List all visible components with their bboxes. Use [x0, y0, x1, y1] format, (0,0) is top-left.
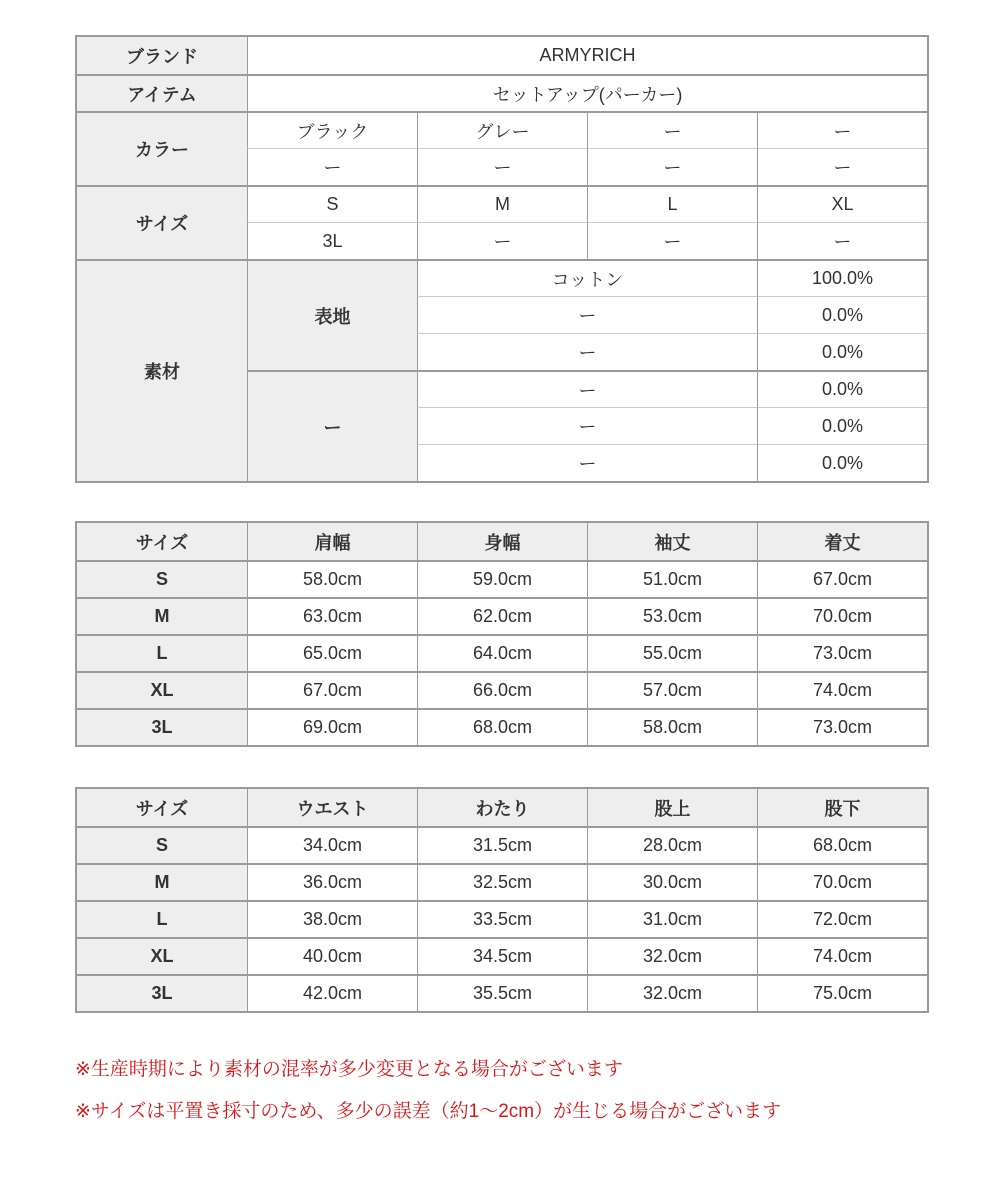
row-size-cell: 3L [77, 974, 247, 1011]
measurement-cell: 63.0cm [247, 597, 417, 634]
measurement-cell: 73.0cm [757, 708, 927, 745]
material-percent-cell: 0.0% [757, 333, 927, 370]
bottoms-size-table [75, 787, 929, 1013]
material-variation-note: ※生産時期により素材の混率が多少変更となる場合がございます [75, 1059, 623, 1080]
material-percent-cell: 0.0% [757, 407, 927, 444]
measurement-cell: 32.5cm [417, 863, 587, 900]
size-value-cell: L [587, 185, 757, 222]
header-row [77, 789, 927, 826]
measurement-cell: 42.0cm [247, 974, 417, 1011]
size-label-cell: サイズ [77, 185, 247, 259]
column-header-cell: 肩幅 [247, 523, 417, 560]
row-size-cell: XL [77, 937, 247, 974]
measurement-cell: 59.0cm [417, 560, 587, 597]
material-group-label-cell: 表地 [247, 259, 417, 370]
measurement-cell: 75.0cm [757, 974, 927, 1011]
size-value-cell: ー [587, 222, 757, 259]
color-label-cell: カラー [77, 111, 247, 185]
tops-size-table [75, 521, 929, 747]
measurement-row [77, 671, 927, 708]
item-row [77, 74, 927, 111]
material-group-label-cell: ー [247, 370, 417, 481]
measurement-cell: 69.0cm [247, 708, 417, 745]
measurement-cell: 32.0cm [587, 974, 757, 1011]
material-name-cell: ー [417, 333, 757, 370]
brand-value-cell: ARMYRICH [247, 37, 927, 74]
material-name-cell: コットン [417, 259, 757, 296]
row-size-cell: L [77, 634, 247, 671]
brand-row [77, 37, 927, 74]
measurement-cell: 70.0cm [757, 597, 927, 634]
measurement-cell: 62.0cm [417, 597, 587, 634]
measurement-row [77, 900, 927, 937]
header-row [77, 523, 927, 560]
measurement-cell: 55.0cm [587, 634, 757, 671]
measurement-row [77, 708, 927, 745]
measurement-cell: 58.0cm [247, 560, 417, 597]
measurement-cell: 58.0cm [587, 708, 757, 745]
row-size-cell: 3L [77, 708, 247, 745]
measurement-cell: 28.0cm [587, 826, 757, 863]
measurement-row [77, 634, 927, 671]
measurement-cell: 31.0cm [587, 900, 757, 937]
row-size-cell: XL [77, 671, 247, 708]
measurement-cell: 38.0cm [247, 900, 417, 937]
measurement-cell: 67.0cm [757, 560, 927, 597]
measurement-cell: 74.0cm [757, 937, 927, 974]
color-value-cell: ブラック [247, 111, 417, 148]
color-row [77, 111, 927, 148]
measurement-row [77, 974, 927, 1011]
item-label-cell: アイテム [77, 74, 247, 111]
size-value-cell: ー [757, 222, 927, 259]
measurement-cell: 32.0cm [587, 937, 757, 974]
material-label-cell: 素材 [77, 259, 247, 481]
column-header-cell: わたり [417, 789, 587, 826]
measurement-cell: 34.5cm [417, 937, 587, 974]
column-header-cell: 股上 [587, 789, 757, 826]
measurement-cell: 40.0cm [247, 937, 417, 974]
measurement-row [77, 826, 927, 863]
measurement-cell: 68.0cm [417, 708, 587, 745]
column-header-cell: 袖丈 [587, 523, 757, 560]
measurement-cell: 67.0cm [247, 671, 417, 708]
measurement-cell: 36.0cm [247, 863, 417, 900]
column-header-cell: ウエスト [247, 789, 417, 826]
measurement-cell: 73.0cm [757, 634, 927, 671]
size-value-cell: 3L [247, 222, 417, 259]
measurement-tolerance-note: ※サイズは平置き採寸のため、多少の誤差（約1〜2cm）が生じる場合がございます [75, 1101, 782, 1122]
color-value-cell: ー [587, 111, 757, 148]
column-header-cell: 着丈 [757, 523, 927, 560]
column-header-cell: サイズ [77, 523, 247, 560]
measurement-cell: 33.5cm [417, 900, 587, 937]
disclaimer-notes [75, 1057, 925, 1125]
measurement-cell: 74.0cm [757, 671, 927, 708]
row-size-cell: M [77, 863, 247, 900]
size-row [77, 185, 927, 222]
material-percent-cell: 0.0% [757, 370, 927, 407]
measurement-cell: 57.0cm [587, 671, 757, 708]
measurement-row [77, 863, 927, 900]
material-name-cell: ー [417, 296, 757, 333]
measurement-cell: 64.0cm [417, 634, 587, 671]
measurement-cell: 35.5cm [417, 974, 587, 1011]
material-name-cell: ー [417, 444, 757, 481]
row-size-cell: S [77, 826, 247, 863]
row-size-cell: L [77, 900, 247, 937]
measurement-cell: 53.0cm [587, 597, 757, 634]
column-header-cell: 身幅 [417, 523, 587, 560]
measurement-cell: 31.5cm [417, 826, 587, 863]
color-value-cell: ー [757, 148, 927, 185]
color-value-cell: ー [247, 148, 417, 185]
color-value-cell: ー [587, 148, 757, 185]
measurement-cell: 66.0cm [417, 671, 587, 708]
material-name-cell: ー [417, 407, 757, 444]
size-value-cell: ー [417, 222, 587, 259]
color-value-cell: ー [417, 148, 587, 185]
column-header-cell: サイズ [77, 789, 247, 826]
color-value-cell: グレー [417, 111, 587, 148]
measurement-row [77, 597, 927, 634]
measurement-row [77, 560, 927, 597]
color-value-cell: ー [757, 111, 927, 148]
row-size-cell: S [77, 560, 247, 597]
material-percent-cell: 100.0% [757, 259, 927, 296]
brand-label-cell: ブランド [77, 37, 247, 74]
measurement-cell: 68.0cm [757, 826, 927, 863]
item-value-cell: セットアップ(パーカー) [247, 74, 927, 111]
measurement-cell: 72.0cm [757, 900, 927, 937]
size-value-cell: S [247, 185, 417, 222]
measurement-cell: 65.0cm [247, 634, 417, 671]
product-spec-table [75, 35, 929, 483]
size-value-cell: M [417, 185, 587, 222]
row-size-cell: M [77, 597, 247, 634]
material-percent-cell: 0.0% [757, 444, 927, 481]
measurement-cell: 34.0cm [247, 826, 417, 863]
measurement-cell: 30.0cm [587, 863, 757, 900]
measurement-row [77, 937, 927, 974]
material-percent-cell: 0.0% [757, 296, 927, 333]
measurement-cell: 51.0cm [587, 560, 757, 597]
size-value-cell: XL [757, 185, 927, 222]
measurement-cell: 70.0cm [757, 863, 927, 900]
material-name-cell: ー [417, 370, 757, 407]
material-row [77, 259, 927, 296]
column-header-cell: 股下 [757, 789, 927, 826]
